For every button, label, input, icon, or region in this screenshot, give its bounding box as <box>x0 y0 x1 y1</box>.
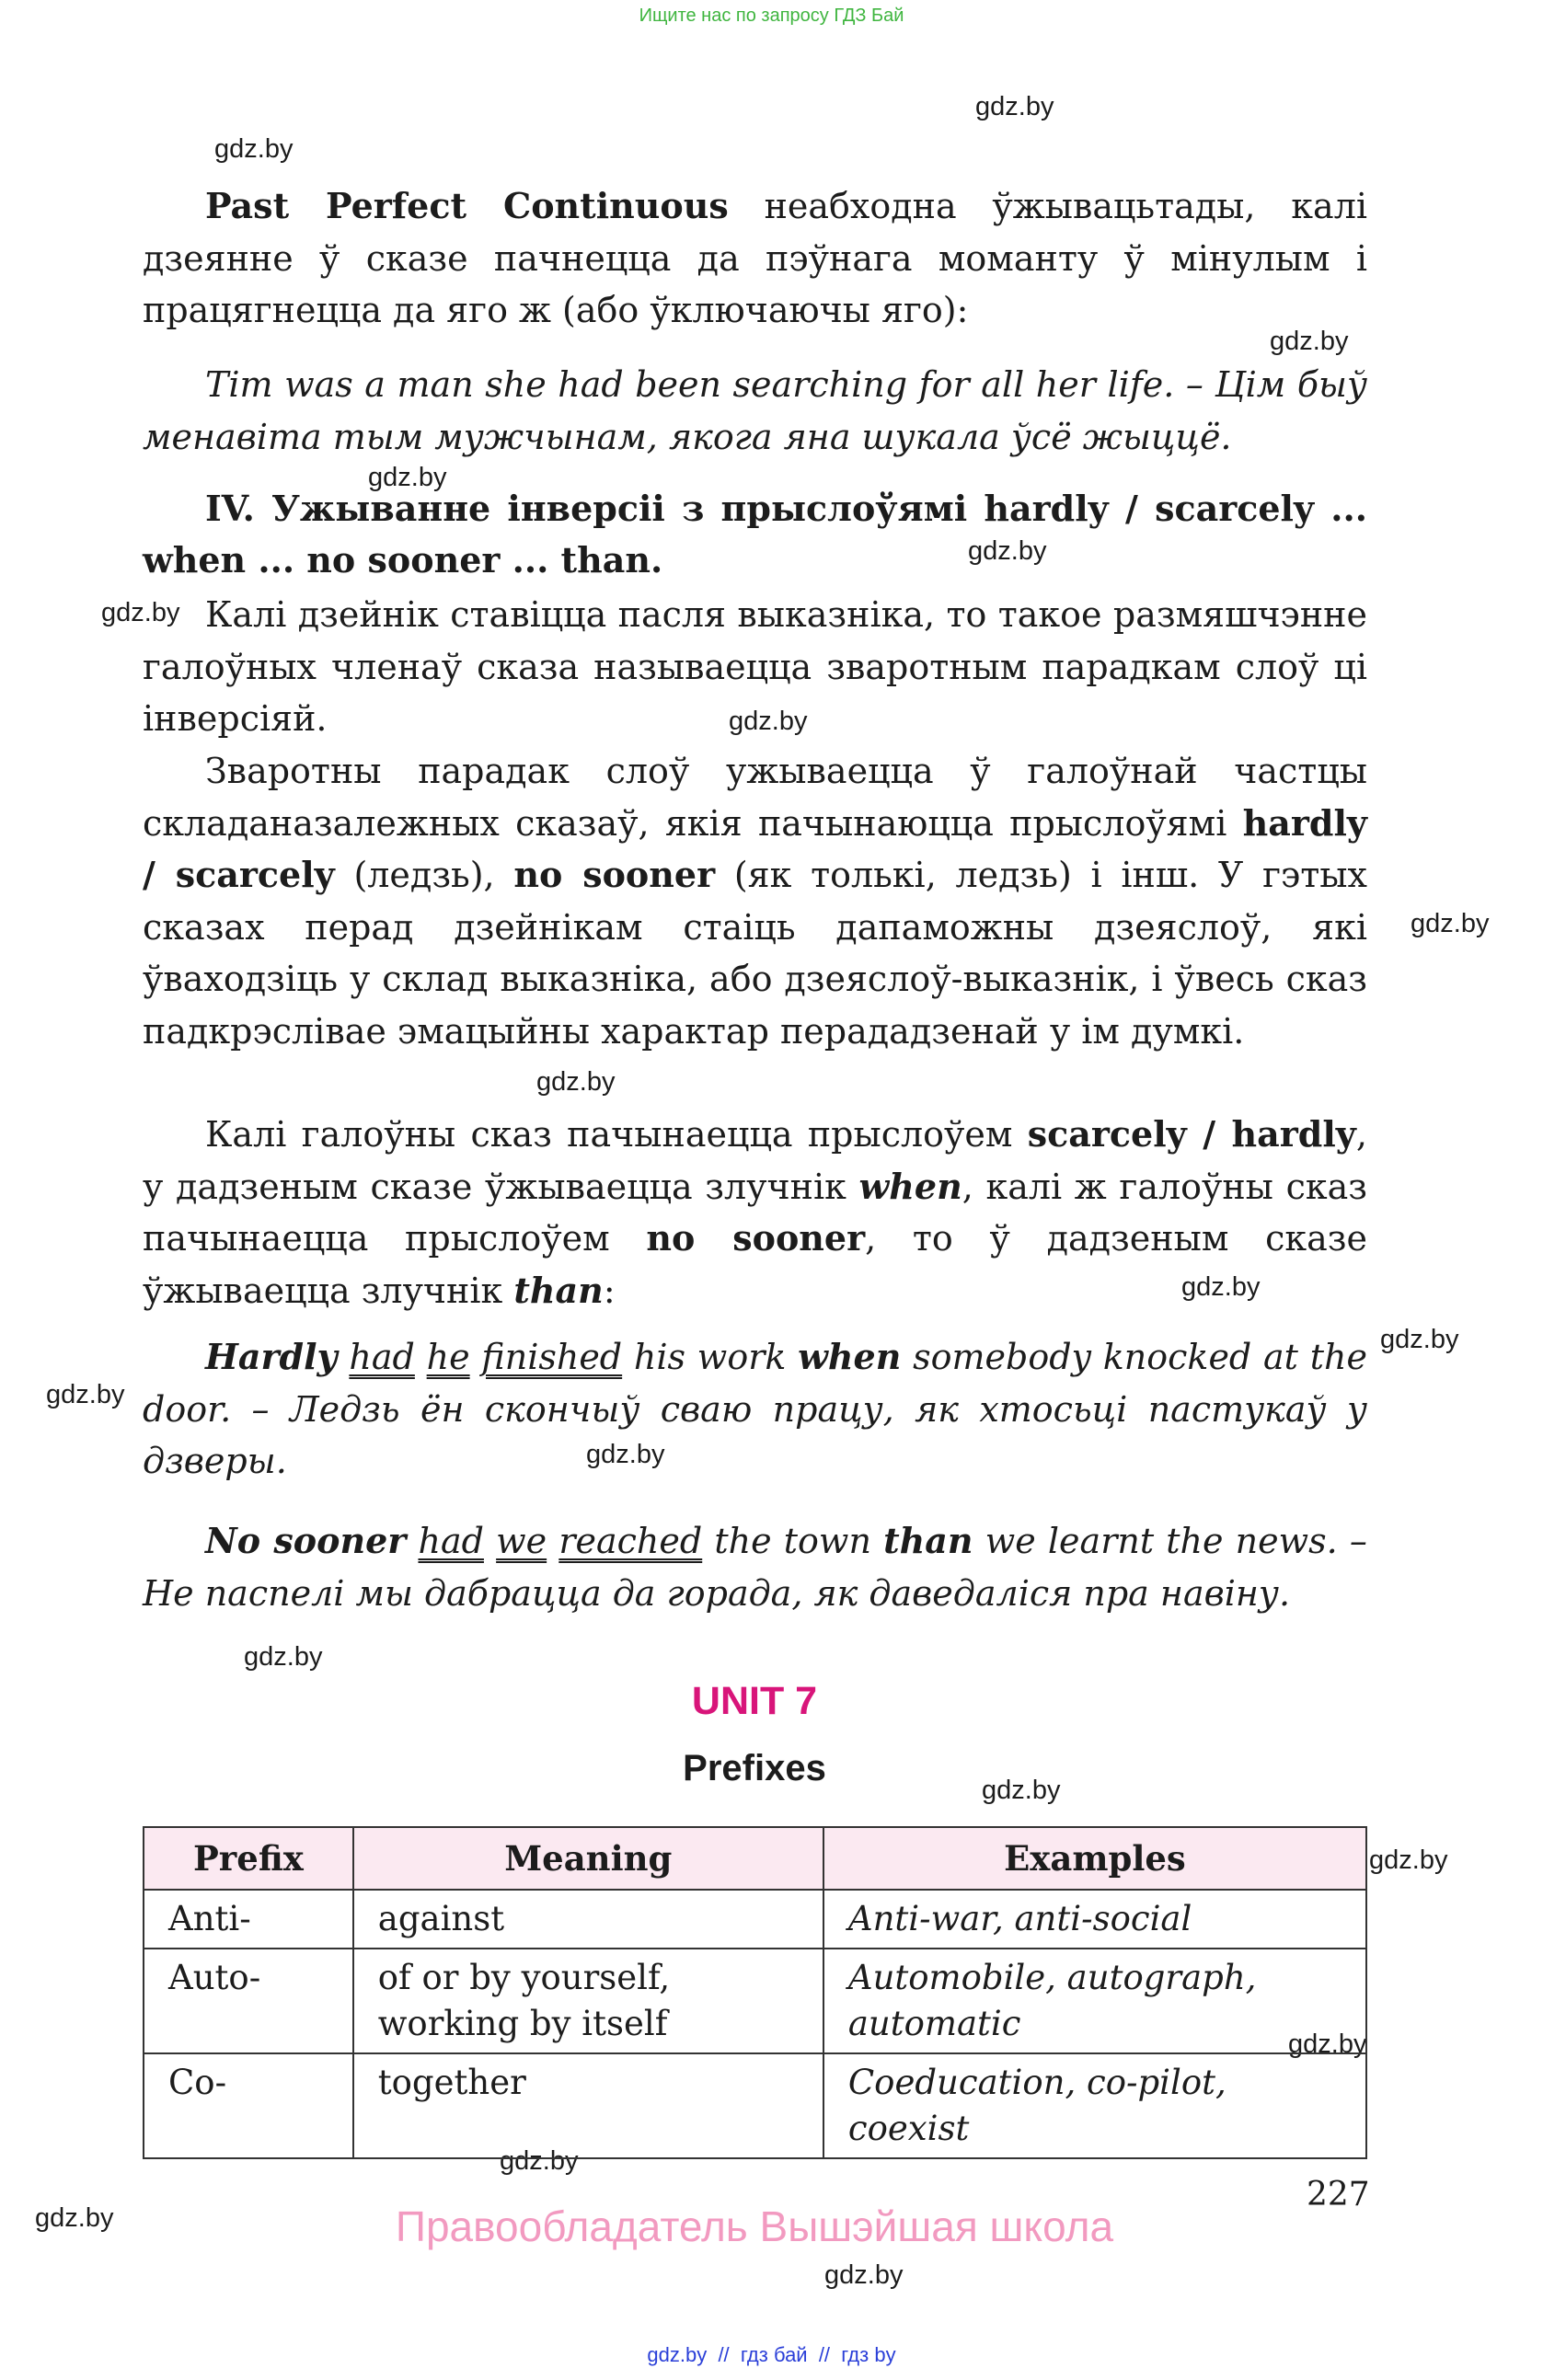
column-header: Examples <box>823 1827 1366 1890</box>
table-row <box>144 1890 1366 1949</box>
watermark: gdz.by <box>975 92 1054 121</box>
ex2-had: had <box>418 1521 484 1561</box>
ex2-rest: we learnt the news. – Не паспелі мы дабрацца да горада, як даведаліся пра навіну. <box>143 1521 1367 1614</box>
inversion-example-1 <box>143 1331 1367 1488</box>
ex1-finished: finished <box>481 1337 623 1377</box>
p3-when: when <box>858 1165 962 1207</box>
ex1-rest: somebody knocked at the door. – Ледзь ён скончыў сваю працу, як хтосьці пастукаў у дзверы. <box>143 1337 1367 1481</box>
p3-text-c: , калі ж галоўны сказ пачынаецца прыслоўем <box>143 1166 1367 1259</box>
table-header-row <box>144 1827 1366 1890</box>
ppc-example: Tim was a man she had been searching for all her life. – Цім быў менавіта тым мужчынам, якога яна шукала ўсё жыццё. <box>143 364 1367 457</box>
column-header: Prefix <box>144 1827 353 1890</box>
p2-text-c: (як толькі, ледзь) і інш. У гэтых сказах перад дзейнікам стаіць дапаможны дзеяслоў, які ўваходзіць у склад выказніка, або дзеяслоў-выказнік, і ўвесь сказ падкрэслівае эмацыйны характар перададзенай у ім думкі. <box>143 855 1367 1052</box>
meaning-cell: against <box>353 1890 823 1949</box>
watermark: gdz.by <box>244 1642 323 1672</box>
watermark: gdz.by <box>35 2203 114 2233</box>
ppc-paragraph <box>143 180 1367 337</box>
p3-text-e: : <box>603 1270 616 1311</box>
prefix-cell: Co- <box>144 2053 353 2158</box>
inversion-example-2 <box>143 1515 1367 1619</box>
ex2-text: the town <box>714 1521 871 1561</box>
ex2-reached: reached <box>558 1521 703 1561</box>
watermark: gdz.by <box>1288 2029 1367 2059</box>
unit-title: UNIT 7 <box>691 1679 818 1723</box>
examples-cell: Coeducation, co-pilot, coexist <box>823 2053 1366 2158</box>
ex1-when: when <box>798 1336 902 1377</box>
watermark: gdz.by <box>586 1440 665 1469</box>
watermark: gdz.by <box>1380 1325 1459 1354</box>
watermark: gdz.by <box>982 1776 1061 1805</box>
ex2-we: we <box>496 1521 547 1561</box>
examples-cell: Automobile, autograph, automatic <box>823 1949 1366 2053</box>
meaning-cell: of or by yourself, working by itself <box>353 1949 823 2053</box>
watermark: gdz.by <box>101 598 180 627</box>
watermark: gdz.by <box>368 463 447 492</box>
examples-cell: Anti-war, anti-social <box>823 1890 1366 1949</box>
table-row <box>144 2053 1366 2158</box>
p2-text-a: Зваротны парадак слоў ужываецца ў галоўнай частцы складаназалежных сказаў, якія пачынаюцца прыслоўямі <box>143 751 1367 844</box>
meaning-cell: together <box>353 2053 823 2158</box>
watermark: gdz.by <box>1270 327 1349 356</box>
prefix-cell: Anti- <box>144 1890 353 1949</box>
p3-than: than <box>513 1269 604 1311</box>
ex1-hardly: Hardly <box>205 1336 338 1377</box>
watermark: gdz.by <box>46 1380 125 1409</box>
footer-links[interactable]: gdz.by // гдз бай // гдз by <box>647 2343 896 2366</box>
page-number: 227 <box>1307 2176 1370 2213</box>
p3-text-d: , то ў дадзеным сказе ўжываецца злучнік <box>143 1218 1367 1311</box>
watermark: gdz.by <box>968 536 1047 566</box>
p3-scarcely-hardly: scarcely / hardly <box>1027 1113 1356 1155</box>
inversion-definition: Калі дзейнік ставіцца пасля выказніка, то такое размяшчэнне галоўных членаў сказа называецца зваротным парадкам слоў ці інверсіяй. <box>143 594 1367 739</box>
copyright-footer: Правообладатель Вышэйшая школа <box>395 2202 1114 2250</box>
p2-text-b: (ледзь), <box>353 855 495 895</box>
conjunction-paragraph <box>143 1109 1367 1316</box>
inversion-usage-paragraph <box>143 745 1367 1057</box>
ex2-than: than <box>883 1520 973 1561</box>
prefixes-table <box>143 1826 1367 2159</box>
p3-text-b: , у дадзеным сказе ўжываецца злучнік <box>143 1114 1367 1207</box>
ppc-text: неабходна ўжывацьтады, калі дзеянне ў сказе пачнецца да пэўнага моманту ў мінулым і працягнецца да яго ж (або ўключаючы яго): <box>143 186 1367 330</box>
p2-nosooner: no sooner <box>513 854 716 895</box>
watermark: gdz.by <box>536 1067 616 1097</box>
ex2-nosooner: No sooner <box>205 1520 407 1561</box>
top-banner: Ищите нас по запросу ГДЗ Бай <box>639 6 904 26</box>
p2-hardly: hardly / scarcely <box>143 801 1367 895</box>
p3-text-a: Калі галоўны сказ пачынаецца прыслоўем <box>205 1114 1013 1155</box>
watermark: gdz.by <box>214 134 294 164</box>
ex1-he: he <box>426 1337 470 1377</box>
prefix-cell: Auto- <box>144 1949 353 2053</box>
section-iv-heading-cont: when ... no sooner ... than. <box>143 539 663 581</box>
ppc-term: Past Perfect Continuous <box>205 185 729 226</box>
section-iv-heading: IV. Ужыванне інверсіі з прыслоўямі hardly / scarcely ... <box>205 488 1367 529</box>
watermark: gdz.by <box>500 2146 579 2176</box>
table-row <box>144 1949 1366 2053</box>
ex1-text: his work <box>633 1337 787 1377</box>
watermark: gdz.by <box>1181 1272 1261 1302</box>
unit-subtitle: Prefixes <box>683 1748 826 1788</box>
p3-nosooner: no sooner <box>646 1217 866 1259</box>
watermark: gdz.by <box>1411 909 1490 938</box>
watermark: gdz.by <box>729 707 808 736</box>
watermark: gdz.by <box>1369 1845 1448 1875</box>
column-header: Meaning <box>353 1827 823 1890</box>
ex1-had: had <box>349 1337 415 1377</box>
watermark: gdz.by <box>824 2260 904 2290</box>
